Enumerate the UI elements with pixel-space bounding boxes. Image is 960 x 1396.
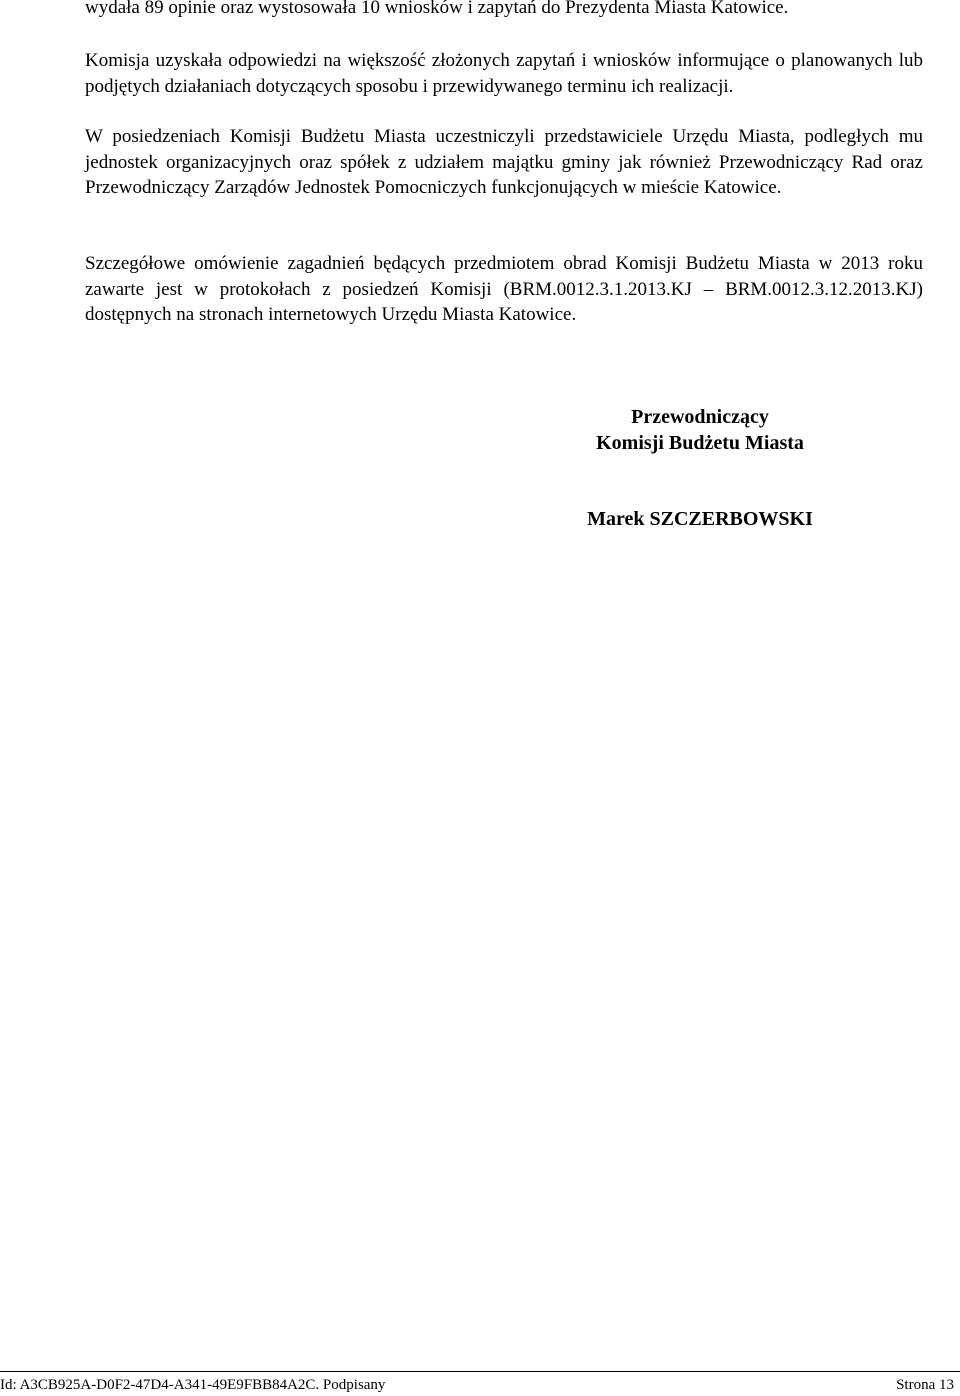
footer-page-number: Strona 13 — [896, 1377, 954, 1393]
footer-divider — [0, 1371, 960, 1372]
footer-document-id: Id: A3CB925A-D0F2-47D4-A341-49E9FBB84A2C. Podpisany — [0, 1377, 386, 1393]
signature-role: Przewodniczący — [631, 406, 769, 428]
paragraph-opinions: wydała 89 opinie oraz wystosowała 10 wniosków i zapytań do Prezydenta Miasta Katowice. — [85, 0, 789, 18]
signature-name: Marek SZCZERBOWSKI — [587, 508, 813, 530]
paragraph-participants: W posiedzeniach Komisji Budżetu Miasta uczestniczyli przedstawiciele Urzędu Miasta, podległych mu jednostek organizacyjnych oraz spółek z udziałem majątku gminy jak również Przewodniczący Rad oraz Przewodniczący Zarządów Jednostek Pomocniczych funkcjonujących w mieście Katowice. — [85, 126, 923, 198]
signature-committee: Komisji Budżetu Miasta — [596, 432, 804, 454]
paragraph-protocols: Szczegółowe omówienie zagadnień będących przedmiotem obrad Komisji Budżetu Miasta w 2013 roku zawarte jest w protokołach z posiedzeń Komisji (BRM.0012.3.1.2013.KJ – BRM.0012.3.12.2013.KJ) dostępnych na stronach internetowych Urzędu Miasta Katowice. — [85, 253, 923, 325]
paragraph-responses: Komisja uzyskała odpowiedzi na większość złożonych zapytań i wniosków informujące o planowanych lub podjętych działaniach dotyczących sposobu i przewidywanego terminu ich realizacji. — [85, 50, 923, 97]
